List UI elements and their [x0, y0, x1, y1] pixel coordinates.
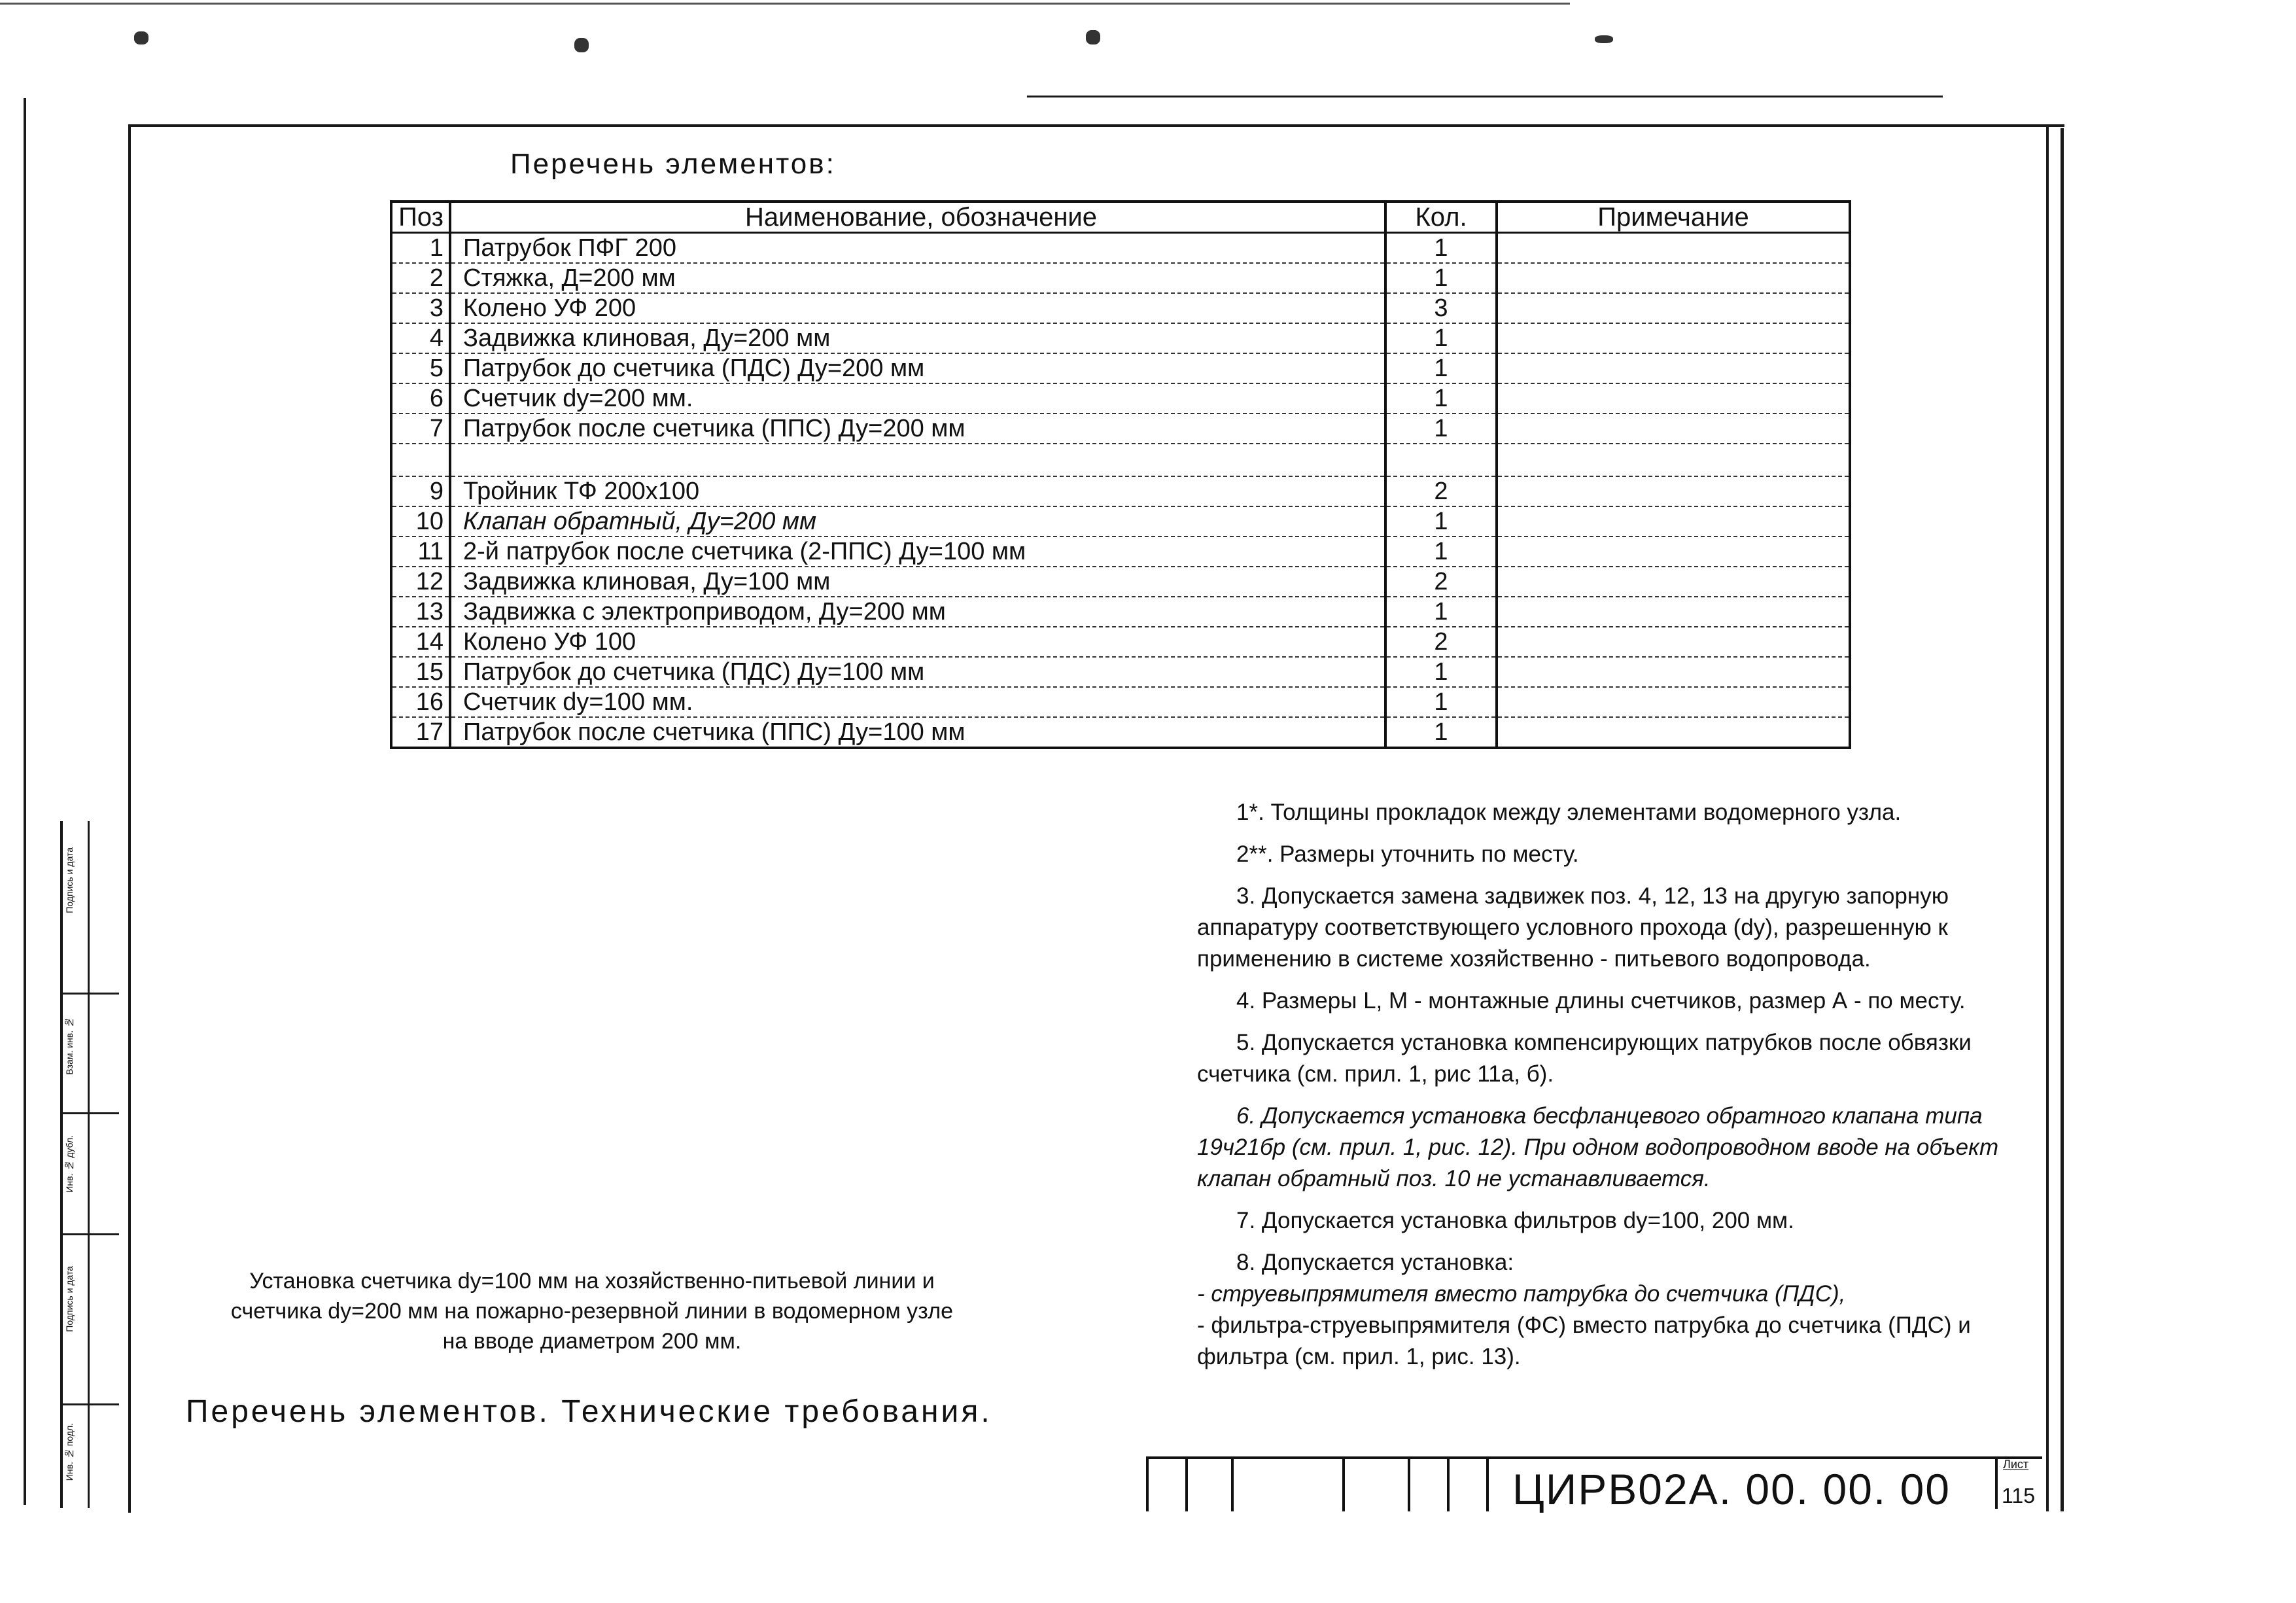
note-6: 6. Допускается установка бесфланцевого обратного клапана типа 19ч21бр (см. прил. 1, рис. 12). При одном водопроводном вводе на объект клапан обратный поз. 10 не устанавливается. — [1197, 1103, 1999, 1191]
table-row-blank — [391, 444, 1850, 476]
stamp-divider — [1447, 1459, 1450, 1511]
row-pos: 15 — [391, 657, 450, 687]
stamp-divider — [1146, 1459, 1149, 1511]
sheet-number: 115 — [2002, 1484, 2036, 1507]
table-row — [391, 383, 1850, 414]
strip-label: Взам. инв. № — [64, 1017, 75, 1075]
sheet-label: Лист — [2003, 1458, 2029, 1471]
row-note — [1497, 293, 1850, 323]
row-note — [1497, 597, 1850, 627]
strip-divider — [60, 1112, 119, 1114]
row-name: Клапан обратный, Ду=200 мм — [450, 506, 1385, 537]
row-qty: 2 — [1385, 476, 1497, 506]
table-row — [391, 717, 1850, 748]
strip-label: Инв. № подл. — [64, 1423, 75, 1481]
row-name: Колено УФ 100 — [450, 627, 1385, 657]
row-pos: 1 — [391, 233, 450, 264]
row-qty: 1 — [1385, 353, 1497, 383]
table-row — [391, 537, 1850, 567]
row-name: Счетчик dy=200 мм. — [450, 383, 1385, 414]
stamp-divider — [1408, 1459, 1410, 1511]
row-note — [1497, 263, 1850, 293]
strip-label: Инв. № дубл. — [64, 1135, 75, 1193]
note-5: 5. Допускается установка компенсирующих патрубков после обвязки счетчика (см. прил. 1, рис 11а, б). — [1197, 1030, 1972, 1087]
row-qty: 1 — [1385, 233, 1497, 264]
row-name: Тройник ТФ 200х100 — [450, 476, 1385, 506]
row-name: Задвижка клиновая, Ду=100 мм — [450, 567, 1385, 597]
row-note — [1497, 657, 1850, 687]
row-pos: 17 — [391, 717, 450, 748]
scan-mark — [134, 31, 148, 44]
row-pos: 12 — [391, 567, 450, 597]
table-row — [391, 567, 1850, 597]
title-block — [1146, 1456, 2042, 1511]
row-qty: 2 — [1385, 627, 1497, 657]
row-pos: 5 — [391, 353, 450, 383]
sheet-number-box — [1995, 1456, 2044, 1509]
row-name: Счетчик dy=100 мм. — [450, 687, 1385, 717]
table-row — [391, 476, 1850, 506]
row-qty: 1 — [1385, 506, 1497, 537]
strip-divider — [60, 1403, 119, 1405]
row-qty: 1 — [1385, 537, 1497, 567]
stamp-divider — [1342, 1459, 1345, 1511]
col-qty-header: Кол. — [1385, 202, 1497, 233]
row-pos: 16 — [391, 687, 450, 717]
row-pos: 14 — [391, 627, 450, 657]
page-title: Перечень элементов: — [510, 148, 836, 180]
note-4: 4. Размеры L, M - монтажные длины счетчиков, размер А - по месту. — [1236, 988, 1966, 1013]
sheet-title: Перечень элементов. Технические требования. — [186, 1394, 992, 1429]
row-qty: 1 — [1385, 597, 1497, 627]
row-note — [1497, 233, 1850, 264]
note-3: 3. Допускается замена задвижек поз. 4, 12, 13 на другую запорную аппаратуру соответствующего условного прохода (dy), разрешенную к применению в системе хозяйственно - питьевого водопровода. — [1197, 883, 1949, 972]
col-pos-header: Поз — [391, 202, 450, 233]
row-note — [1497, 506, 1850, 537]
row-qty: 1 — [1385, 383, 1497, 414]
note-7: 7. Допускается установка фильтров dy=100, 200 мм. — [1236, 1208, 1794, 1233]
row-pos: 6 — [391, 383, 450, 414]
row-qty: 1 — [1385, 323, 1497, 353]
frame-top — [128, 124, 2064, 127]
row-note — [1497, 353, 1850, 383]
row-name: Патрубок после счетчика (ППС) Ду=200 мм — [450, 414, 1385, 444]
row-pos: 9 — [391, 476, 450, 506]
table-row — [391, 687, 1850, 717]
table-row — [391, 627, 1850, 657]
note-8-item-2: - фильтра-струевыпрямителя (ФС) вместо патрубка до счетчика (ПДС) и фильтра (см. прил. 1, рис. 13). — [1197, 1312, 1971, 1369]
row-qty: 1 — [1385, 263, 1497, 293]
drawing-caption: Установка счетчика dy=100 мм на хозяйственно-питьевой линии и счетчика dy=200 мм на пожарно-резервной линии в водомерном узле на вводе диаметром 200 мм. — [230, 1269, 954, 1354]
row-note — [1497, 717, 1850, 748]
row-note — [1497, 323, 1850, 353]
row-pos: 13 — [391, 597, 450, 627]
technical-notes — [1197, 797, 2047, 1373]
row-qty: 2 — [1385, 567, 1497, 597]
row-name: 2-й патрубок после счетчика (2-ППС) Ду=100 мм — [450, 537, 1385, 567]
row-pos: 4 — [391, 323, 450, 353]
note-8: 8. Допускается установка: — [1236, 1250, 1514, 1275]
row-name — [450, 444, 1385, 476]
row-pos: 7 — [391, 414, 450, 444]
frame-left — [128, 126, 131, 1513]
frame-right-outer — [2061, 128, 2064, 1511]
row-pos: 2 — [391, 263, 450, 293]
note-2: 2**. Размеры уточнить по месту. — [1236, 841, 1579, 867]
note-1: 1*. Толщины прокладок между элементами водомерного узла. — [1236, 800, 1902, 825]
table-row — [391, 263, 1850, 293]
row-name: Патрубок до счетчика (ПДС) Ду=100 мм — [450, 657, 1385, 687]
row-qty: 1 — [1385, 414, 1497, 444]
row-name: Колено УФ 200 — [450, 293, 1385, 323]
strip-divider — [60, 1233, 119, 1235]
row-pos: 3 — [391, 293, 450, 323]
row-note — [1497, 567, 1850, 597]
table-row — [391, 233, 1850, 264]
row-qty: 3 — [1385, 293, 1497, 323]
table-row — [391, 353, 1850, 383]
strip-label: Подпись и дата — [64, 1266, 75, 1332]
row-name: Патрубок до счетчика (ПДС) Ду=200 мм — [450, 353, 1385, 383]
row-qty — [1385, 444, 1497, 476]
strip-divider — [60, 993, 119, 995]
table-row — [391, 657, 1850, 687]
strip-label: Подпись и дата — [64, 847, 75, 913]
elements-table — [390, 200, 1851, 749]
table-row — [391, 293, 1850, 323]
row-note — [1497, 476, 1850, 506]
row-pos — [391, 444, 450, 476]
document-code: ЦИРВ02А. 00. 00. 00 — [1512, 1465, 1951, 1513]
scan-mark — [1086, 30, 1100, 44]
row-name: Задвижка с электроприводом, Ду=200 мм — [450, 597, 1385, 627]
row-pos: 11 — [391, 537, 450, 567]
row-note — [1497, 687, 1850, 717]
row-note — [1497, 627, 1850, 657]
scan-dash — [1027, 96, 1943, 97]
stamp-divider — [1486, 1459, 1489, 1511]
row-name: Стяжка, Д=200 мм — [450, 263, 1385, 293]
row-name: Задвижка клиновая, Ду=200 мм — [450, 323, 1385, 353]
signature-strip — [60, 821, 119, 1508]
table-row — [391, 506, 1850, 537]
row-note — [1497, 414, 1850, 444]
col-note-header: Примечание — [1497, 202, 1850, 233]
row-note — [1497, 383, 1850, 414]
table-row — [391, 323, 1850, 353]
binding-line — [24, 98, 26, 1505]
table-header — [391, 202, 1850, 233]
stamp-divider — [1231, 1459, 1234, 1511]
col-name-header: Наименование, обозначение — [450, 202, 1385, 233]
scan-mark — [1595, 35, 1613, 43]
row-qty: 1 — [1385, 687, 1497, 717]
table-row — [391, 597, 1850, 627]
row-note — [1497, 444, 1850, 476]
scan-mark — [574, 38, 589, 52]
table-row — [391, 414, 1850, 444]
stamp-divider — [1185, 1459, 1188, 1511]
row-qty: 1 — [1385, 657, 1497, 687]
note-8-item-1: - струевыпрямителя вместо патрубка до счетчика (ПДС), — [1197, 1281, 1846, 1307]
row-note — [1497, 537, 1850, 567]
row-name: Патрубок после счетчика (ППС) Ду=100 мм — [450, 717, 1385, 748]
row-name: Патрубок ПФГ 200 — [450, 233, 1385, 264]
row-pos: 10 — [391, 506, 450, 537]
top-scan-line — [0, 3, 1570, 5]
row-qty: 1 — [1385, 717, 1497, 748]
